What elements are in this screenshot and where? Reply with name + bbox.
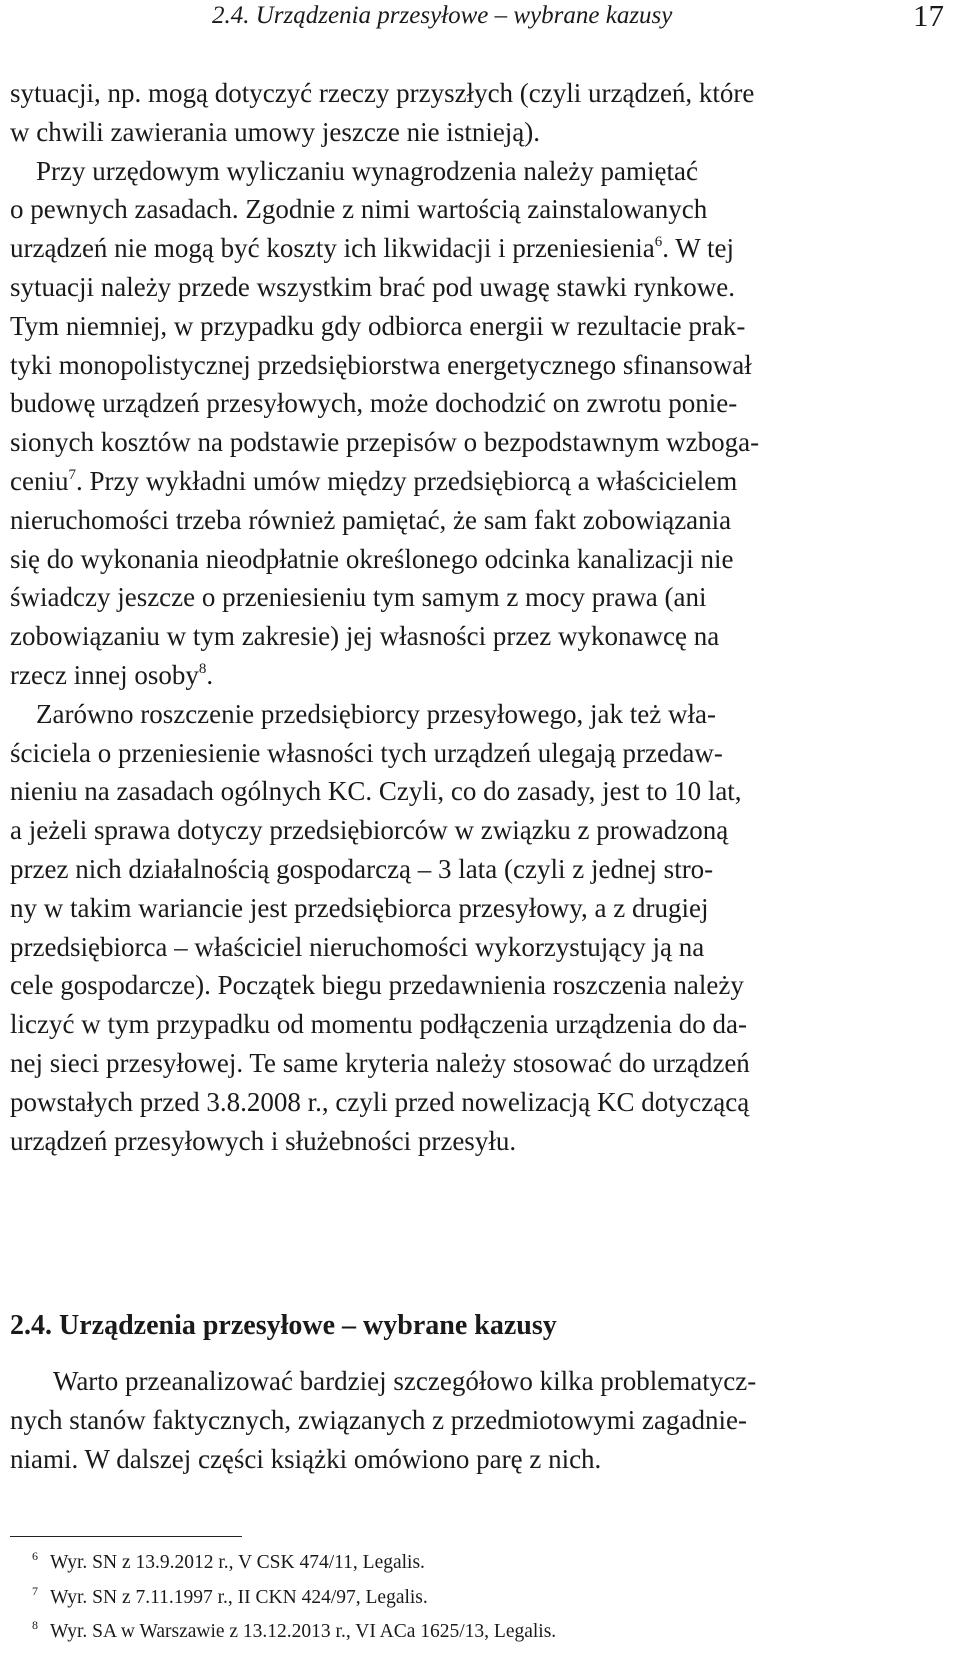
footnote-text: Wyr. SN z 13.9.2012 r., V CSK 474/11, Legalis. [50,1552,425,1573]
text-line: sytuacji należy przede wszystkim brać pod uwagę stawki rynkowe. [10,271,736,302]
footnote: $^6$ Wyr. SN z 13.9.2012 r., V CSK 474/11, Legalis. [32,1549,425,1573]
text-line [10,656,912,695]
text-span: urządzeń nie mogą być koszty ich likwidacji i przeniesienia [10,233,655,264]
footnote-text: Wyr. SN z 7.11.1997 r., II CKN 424/97, Legalis. [50,1586,428,1608]
footnote-ref-6[interactable]: 6 [654,234,663,251]
footnote-ref-8[interactable]: 8 [198,660,207,677]
section-heading: 2.4. Urządzenia przesyłowe – wybrane kazusy [10,1310,557,1341]
text-span: ceniu [10,465,69,496]
text-line [10,462,912,501]
text-line: budowę urządzeń przesyłowych, może dochodzić on zwrotu ponie- [10,388,738,419]
text-line: Przy urzędowym wyliczaniu wynagrodzenia należy pamiętać [36,155,698,186]
footnote: $^7$ Wyr. SN z 7.11.1997 r., II CKN 424/97, Legalis. [32,1583,428,1608]
running-head: 2.4. Urządzenia przesyłowe – wybrane kazusy [212,2,673,29]
text-line: liczyć w tym przypadku od momentu podłączenia urządzenia do da- [10,1009,747,1040]
text-line: przedsiębiorca – właściciel nieruchomości wykorzystujący ją na [10,931,705,962]
text-span: . [206,659,214,690]
text-span: rzecz innej osoby [10,659,199,690]
text-line: Tym niemniej, w przypadku gdy odbiorca energii w rezultacie prak- [10,310,746,341]
text-line: ny w takim wariancie jest przedsiębiorca przesyłowy, a z drugiej [10,892,709,923]
text-line: nieruchomości trzeba również pamiętać, że sam fakt zobowiązania [10,504,732,535]
text-line: niami. W dalszej części książki omówiono parę z nich. [10,1443,602,1474]
footnote: $^8$ Wyr. SA w Warszawie z 13.12.2013 r., VI ACa 1625/13, Legalis. [32,1618,557,1642]
text-line: się do wykonania nieodpłatnie określonego odcinka kanalizacji nie [10,543,734,574]
text-line: przez nich działalnością gospodarczą – 3 lata (czyli z jednej stro- [10,853,714,884]
text-line: a jeżeli sprawa dotyczy przedsiębiorców w związku z prowadzoną [10,815,729,846]
text-line: nej sieci przesyłowej. Te same kryteria należy stosować do urządzeń [10,1047,750,1078]
text-line [10,229,912,268]
text-line: sionych kosztów na podstawie przepisów o bezpodstawnym wzboga- [10,427,760,458]
text-line: tyki monopolistycznej przedsiębiorstwa energetycznego sfinansował [10,349,752,380]
body-text [10,74,912,1160]
text-span: . W tej [662,233,735,264]
text-line: urządzeń przesyłowych i służebności przesyłu. [10,1125,517,1156]
footnote-divider [10,1536,242,1537]
text-line: Zarówno roszczenie przedsiębiorcy przesyłowego, jak też wła- [36,698,716,729]
text-line: powstałych przed 3.8.2008 r., czyli przed nowelizacją KC dotyczącą [10,1086,750,1117]
text-line: o pewnych zasadach. Zgodnie z nimi wartością zainstalowanych [10,194,708,225]
text-span: . Przy wykładni umów między przedsiębiorcą a właścicielem [75,465,738,496]
text-line: zobowiązaniu w tym zakresie) jej własności przez wykonawcę na [10,621,720,652]
footnotes [32,1546,556,1650]
text-line: Warto przeanalizować bardziej szczegółowo kilka problematycz- [53,1366,757,1396]
section-intro [10,1362,912,1478]
text-line: świadczy jeszcze o przeniesieniu tym samym z mocy prawa (ani [10,582,707,613]
page-number: 17 [913,0,944,33]
footnote-text: Wyr. SA w Warszawie z 13.12.2013 r., VI ACa 1625/13, Legalis. [50,1621,557,1642]
footnote-ref-7[interactable]: 7 [68,466,76,483]
text-line: nych stanów faktycznych, związanych z przedmiotowymi zagadnie- [10,1404,747,1435]
page-header [0,0,960,40]
text-line: sytuacji, np. mogą dotyczyć rzeczy przyszłych (czyli urządzeń, które [10,78,755,108]
text-line: nieniu na zasadach ogólnych KC. Czyli, co do zasady, jest to 10 lat, [10,776,742,807]
text-line: cele gospodarcze). Początek biegu przedawnienia roszczenia należy [10,970,744,1001]
text-line: w chwili zawierania umowy jeszcze nie istnieją). [10,116,541,147]
text-line: ściciela o przeniesienie własności tych urządzeń ulegają przedaw- [10,737,723,768]
